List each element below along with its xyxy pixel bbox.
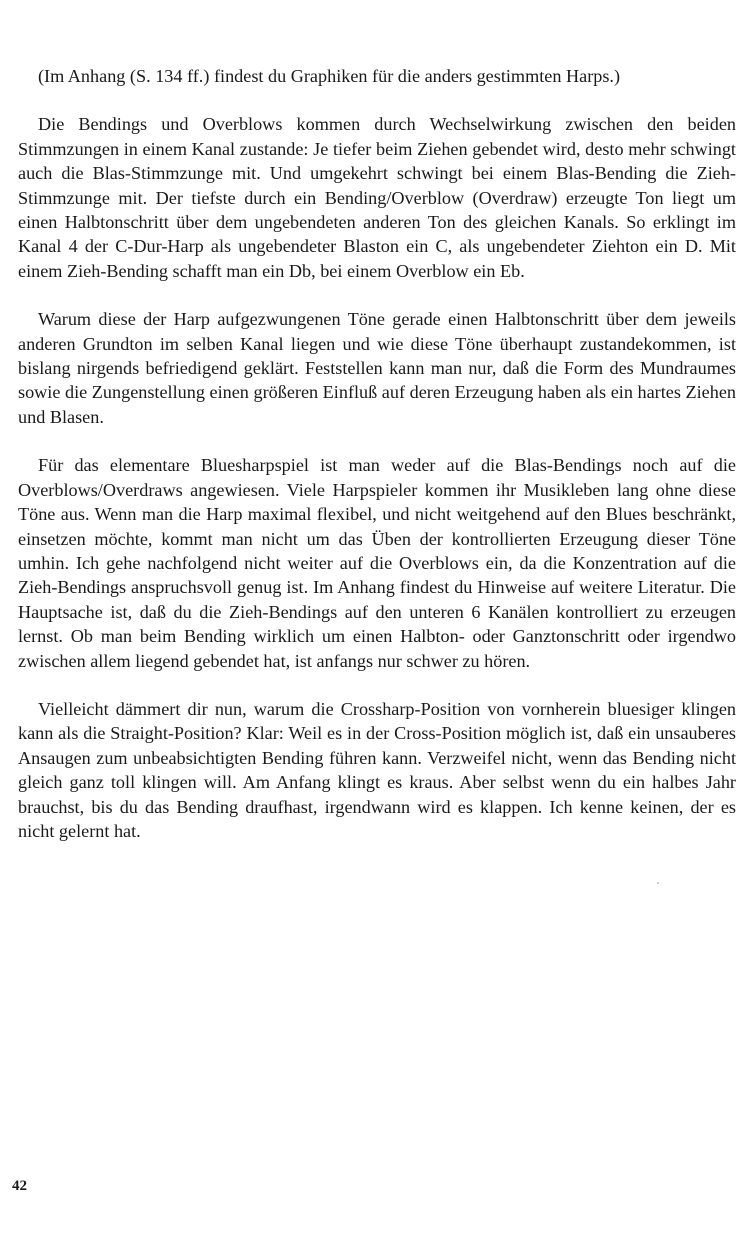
paragraph-bendings-overblows: Die Bendings und Overblows kommen durch Wechselwirkung zwischen den beiden Stimmzungen in einem Kanal zustande: Je tiefer beim Ziehen gebendet wird, desto mehr schwingt auch die Blas-Stimmzunge mit. Und umgekehrt schwingt bei einem Blas-Bending die Zieh-Stimmzunge mit. Der tiefste durch ein Bending/Overblow (Overdraw) erzeugte Ton liegt um einen Halbtonschritt über dem ungebendeten anderen Ton des gleichen Kanals. So erklingt im Kanal 4 der C-Dur-Harp als ungebendeter Blaston ein C, als ungebendeter Ziehton ein D. Mit einem Zieh-Bending schafft man ein Db, bei einem Overblow ein Eb.	[18, 114, 736, 281]
paragraph-halftone-explanation: Warum diese der Harp aufgezwungenen Töne gerade einen Halbtonschritt über dem jeweils anderen Grundton im selben Kanal liegen und wie diese Töne überhaupt zustandekommen, ist bislang nirgends befriedigend geklärt. Feststellen kann man nur, daß die Form des Mundraumes sowie die Zungenstellung einen größeren Einfluß auf deren Erzeugung haben als ein hartes Ziehen und Blasen.	[18, 309, 736, 427]
page-number: 42	[12, 1178, 27, 1194]
paragraph-bluesharp-basics: Für das elementare Bluesharpspiel ist man weder auf die Blas-Bendings noch auf die Overblows/Overdraws angewiesen. Viele Harpspieler kommen ihr Musikleben lang ohne diese Töne aus. Wenn man die Harp maximal flexibel, und nicht weitgehend auf den Blues beschränkt, einsetzen möchte, kommt man nicht um das Üben der kontrollierten Erzeugung dieser Töne umhin. Ich gehe nachfolgend nicht weiter auf die Overblows ein, da die Konzentration auf die Zieh-Bendings anspruchsvoll genug ist. Im Anhang findest du Hinweise auf weitere Literatur. Die Hauptsache ist, daß du die Zieh-Bendings auf den unteren 6 Kanälen kontrolliert zu erzeugen lernst. Ob man beim Bending wirklich um einen Halbton- oder Ganztonschritt oder irgendwo zwischen allem liegend gebendet hat, ist anfangs nur schwer zu hören.	[18, 455, 736, 671]
paragraph-appendix-note: (Im Anhang (S. 134 ff.) findest du Graphiken für die anders gestimmten Harps.)	[38, 66, 621, 86]
body-text	[18, 64, 736, 843]
paragraph-crossharp-position: Vielleicht dämmert dir nun, warum die Crossharp-Position von vornherein bluesiger klingen kann als die Straight-Position? Klar: Weil es in der Cross-Position möglich ist, daß ein unsauberes Ansaugen zum unbeabsichtigten Bending führen kann. Verzweifel nicht, wenn das Bending nicht gleich ganz toll klingen will. Am Anfang klingt es kraus. Aber selbst wenn du ein halbes Jahr brauchst, bis du das Bending draufhast, irgendwann wird es klappen. Ich kenne keinen, der es nicht gelernt hat.	[18, 698, 736, 841]
scan-speck	[657, 882, 659, 884]
